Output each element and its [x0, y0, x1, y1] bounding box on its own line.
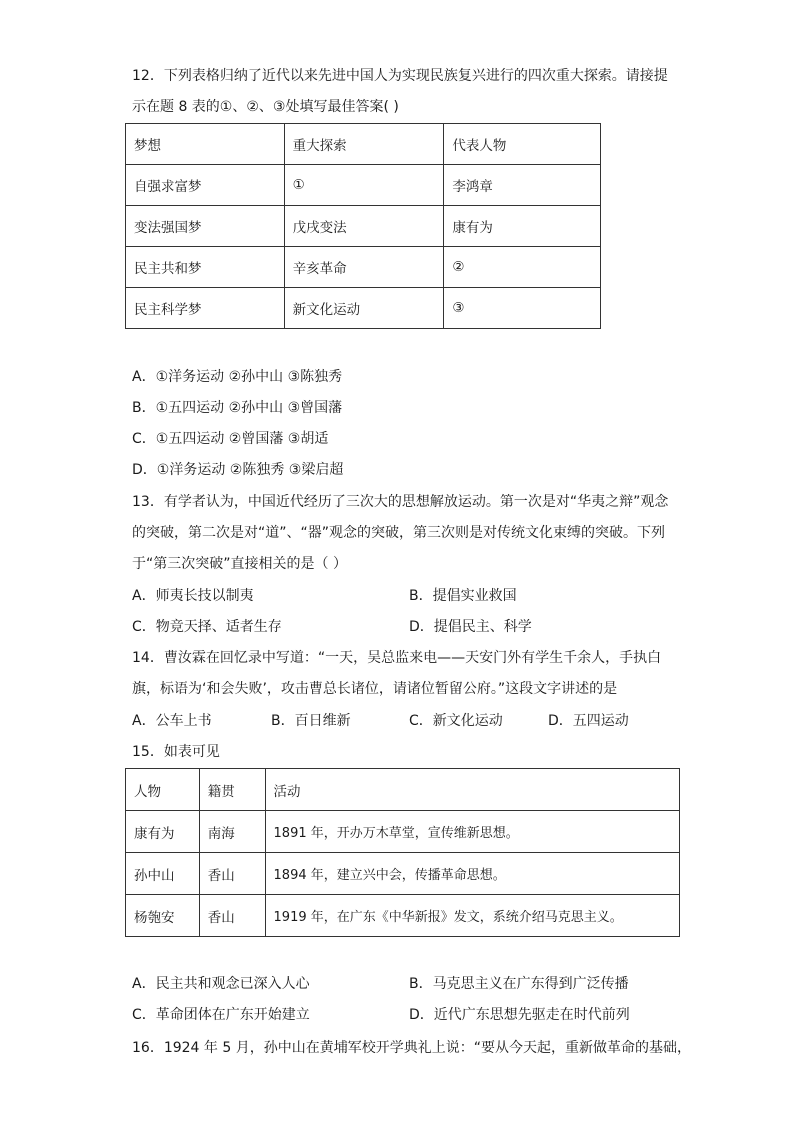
q16-stem-line1: 16．1924 年 5 月，孙中山在黄埔军校开学典礼上说：“要从今天起，重新做革命的基础， [132, 1040, 691, 1056]
q12-option-a[interactable]: A．①洋务运动 ②孙中山 ③陈独秀 [132, 369, 343, 385]
table-cell: ② [444, 247, 601, 288]
table-row [126, 165, 601, 206]
q14-option-b[interactable]: B．百日维新 [271, 713, 351, 729]
table-cell: 1894 年，建立兴中会，传播革命思想。 [265, 853, 679, 895]
q13-option-c[interactable]: C．物竞天择、适者生存 [132, 619, 282, 635]
q12-stem-line2: 示在题 8 表的①、②、③处填写最佳答案( ) [132, 99, 399, 115]
q13-stem-line2: 的突破，第二次是对“道”、“器”观念的突破，第三次则是对传统文化束缚的突破。下列 [132, 525, 666, 541]
table-row [126, 853, 680, 895]
table-row [126, 288, 601, 329]
q12-stem-line1: 12．下列表格归纳了近代以来先进中国人为实现民族复兴进行的四次重大探索。请接提 [132, 68, 668, 84]
table-cell: 民主科学梦 [126, 288, 285, 329]
q14-stem-line1: 14．曹汝霖在回忆录中写道：“一天，吴总监来电——天安门外有学生千余人，手执白 [132, 650, 662, 666]
table-cell: 孙中山 [126, 853, 200, 895]
q15-option-a[interactable]: A．民主共和观念已深入人心 [132, 976, 310, 992]
table-cell: 民主共和梦 [126, 247, 285, 288]
q15-option-b[interactable]: B．马克思主义在广东得到广泛传播 [409, 976, 629, 992]
table-row [126, 247, 601, 288]
q14-option-a[interactable]: A．公车上书 [132, 713, 212, 729]
q15-table [125, 768, 680, 937]
q12-option-c[interactable]: C．①五四运动 ②曾国藩 ③胡适 [132, 431, 329, 447]
q12-table-header-row [126, 124, 601, 165]
q14-option-d[interactable]: D．五四运动 [548, 713, 629, 729]
table-cell: 戊戌变法 [284, 206, 444, 247]
q12-option-b[interactable]: B．①五四运动 ②孙中山 ③曾国藩 [132, 400, 343, 416]
q13-option-b[interactable]: B．提倡实业救国 [409, 588, 517, 604]
table-cell: 自强求富梦 [126, 165, 285, 206]
q14-option-c[interactable]: C．新文化运动 [409, 713, 503, 729]
q13-stem-line3: 于“第三次突破”直接相关的是（ ） [132, 556, 347, 572]
table-cell: 1891 年，开办万木草堂，宣传维新思想。 [265, 811, 679, 853]
q13-option-d[interactable]: D．提倡民主、科学 [409, 619, 532, 635]
table-cell: 新文化运动 [284, 288, 444, 329]
table-header-cell: 重大探索 [284, 124, 444, 165]
table-row [126, 895, 680, 937]
q14-stem-line2: 旗，标语为‘和会失败’，攻击曹总长诸位，请诸位暂留公府。”这段文字讲述的是 [132, 681, 618, 697]
table-cell: 香山 [199, 895, 265, 937]
q15-option-c[interactable]: C．革命团体在广东开始建立 [132, 1007, 310, 1023]
table-cell: ③ [444, 288, 601, 329]
q12-table [125, 123, 601, 329]
table-cell: 杨匏安 [126, 895, 200, 937]
table-row [126, 206, 601, 247]
table-row [126, 811, 680, 853]
table-cell: 李鸿章 [444, 165, 601, 206]
q15-table-header-row [126, 769, 680, 811]
table-header-cell: 代表人物 [444, 124, 601, 165]
table-header-cell: 梦想 [126, 124, 285, 165]
table-cell: ① [284, 165, 444, 206]
q13-option-a[interactable]: A．师夷长技以制夷 [132, 588, 254, 604]
table-cell: 康有为 [126, 811, 200, 853]
table-cell: 康有为 [444, 206, 601, 247]
q15-stem: 15．如表可见 [132, 744, 220, 760]
q12-option-d[interactable]: D．①洋务运动 ②陈独秀 ③梁启超 [132, 462, 344, 478]
table-header-cell: 活动 [265, 769, 679, 811]
table-cell: 南海 [199, 811, 265, 853]
table-cell: 1919 年，在广东《中华新报》发文，系统介绍马克思主义。 [265, 895, 679, 937]
table-cell: 辛亥革命 [284, 247, 444, 288]
table-header-cell: 人物 [126, 769, 200, 811]
q15-option-d[interactable]: D．近代广东思想先驱走在时代前列 [409, 1007, 630, 1023]
table-cell: 变法强国梦 [126, 206, 285, 247]
table-cell: 香山 [199, 853, 265, 895]
table-header-cell: 籍贯 [199, 769, 265, 811]
q13-stem-line1: 13．有学者认为，中国近代经历了三次大的思想解放运动。第一次是对“华夷之辩”观念 [132, 494, 669, 510]
